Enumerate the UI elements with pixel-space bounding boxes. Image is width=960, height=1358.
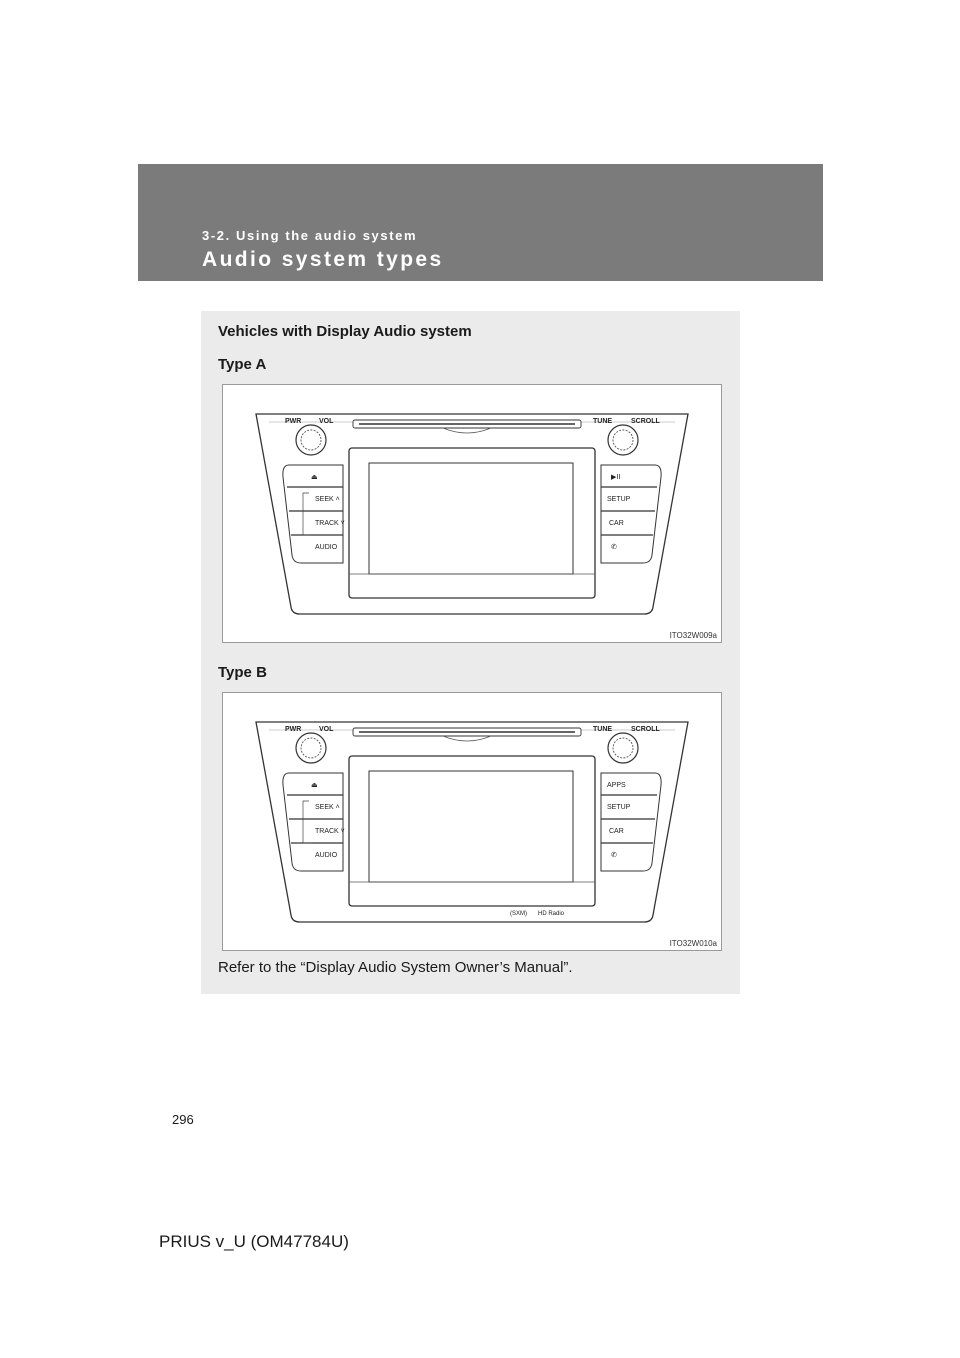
tune-label: TUNE bbox=[593, 418, 613, 425]
hd-radio-logo: HD Radio bbox=[538, 911, 565, 917]
phone-icon: ✆ bbox=[611, 852, 617, 859]
eject-icon: ⏏ bbox=[311, 474, 318, 481]
footer-model: PRIUS v_U (OM47784U) bbox=[159, 1232, 349, 1251]
content-box bbox=[201, 311, 740, 994]
audio-panel-type-a-illustration bbox=[223, 385, 721, 642]
page-title: Audio system types bbox=[202, 248, 444, 271]
seek-label: SEEK ˄ bbox=[315, 496, 340, 503]
tune-label: TUNE bbox=[593, 726, 613, 733]
scroll-label: SCROLL bbox=[631, 418, 660, 425]
car-label: CAR bbox=[609, 520, 624, 527]
pwr-label: PWR bbox=[285, 726, 302, 733]
page-number: 296 bbox=[172, 1112, 194, 1127]
play-pause-icon: ▶II bbox=[611, 474, 621, 481]
phone-icon: ✆ bbox=[611, 544, 617, 551]
seek-label: SEEK ˄ bbox=[315, 804, 340, 811]
scroll-label: SCROLL bbox=[631, 726, 660, 733]
pwr-label: PWR bbox=[285, 418, 302, 425]
car-label: CAR bbox=[609, 828, 624, 835]
section-label: 3-2. Using the audio system bbox=[202, 228, 418, 243]
figure-code-a: ITO32W009a bbox=[669, 631, 717, 640]
intro-heading: Vehicles with Display Audio system bbox=[218, 323, 472, 340]
audio-label: AUDIO bbox=[315, 544, 338, 551]
figure-type-a bbox=[222, 384, 722, 643]
vol-label: VOL bbox=[319, 418, 334, 425]
sxm-logo: (SXM) bbox=[510, 911, 527, 917]
audio-label: AUDIO bbox=[315, 852, 338, 859]
audio-panel-type-b-illustration bbox=[223, 693, 721, 950]
vol-label: VOL bbox=[319, 726, 334, 733]
reference-text: Refer to the “Display Audio System Owner’s Manual”. bbox=[218, 959, 573, 976]
figure-type-b bbox=[222, 692, 722, 951]
figure-code-b: ITO32W010a bbox=[669, 939, 717, 948]
apps-label: APPS bbox=[607, 782, 626, 789]
header-band bbox=[138, 164, 823, 281]
track-label: TRACK ˅ bbox=[315, 828, 345, 835]
eject-icon: ⏏ bbox=[311, 782, 318, 789]
track-label: TRACK ˅ bbox=[315, 520, 345, 527]
type-b-label: Type B bbox=[218, 664, 267, 681]
setup-label: SETUP bbox=[607, 496, 631, 503]
setup-label: SETUP bbox=[607, 804, 631, 811]
type-a-label: Type A bbox=[218, 356, 267, 373]
